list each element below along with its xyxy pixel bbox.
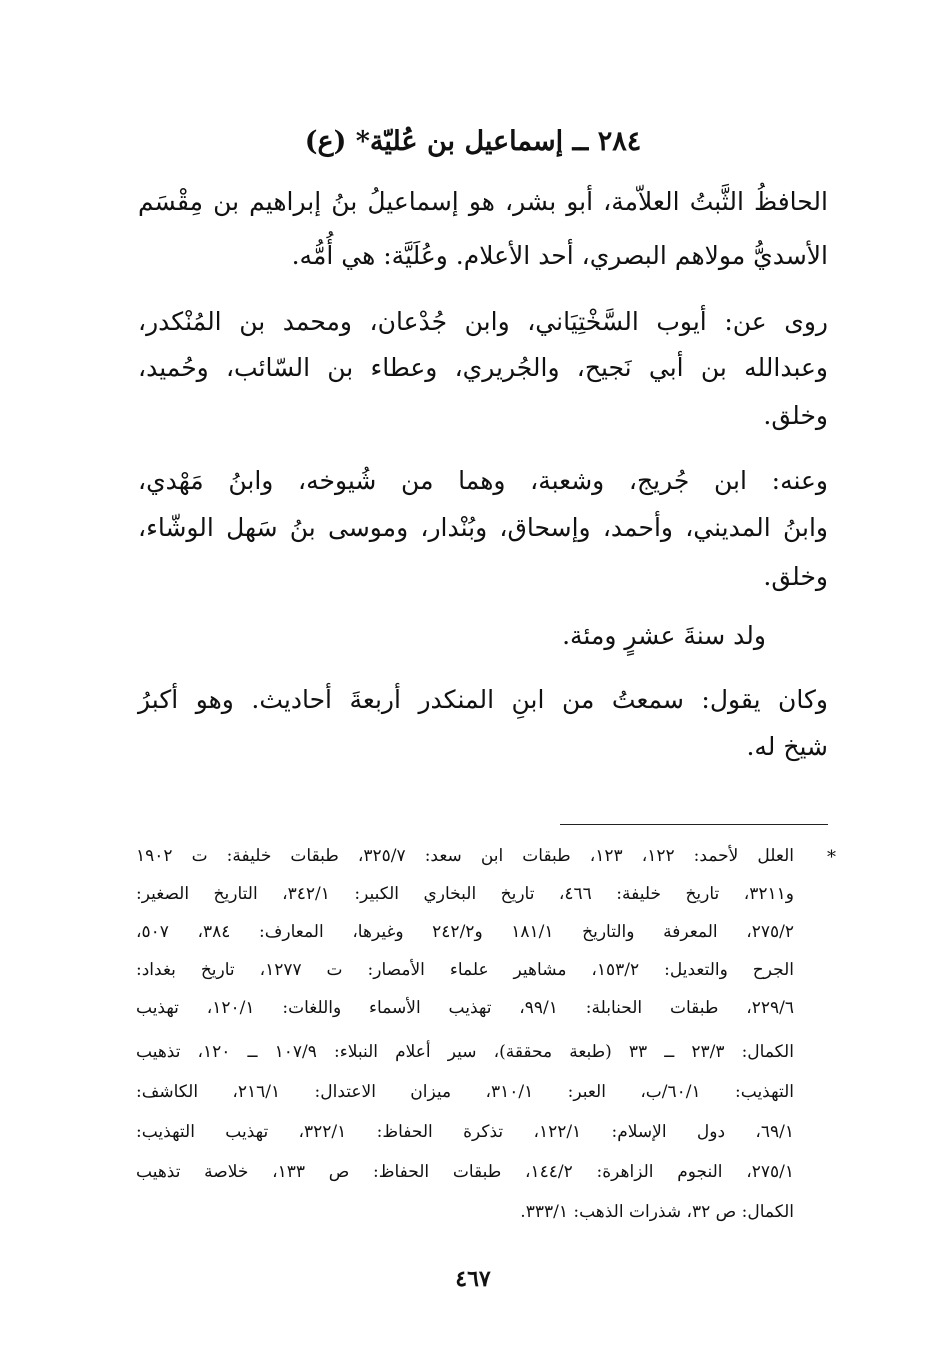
body-line: وكان يقول: سمعتُ من ابنِ المنكدر أربعةَ أحاديث. وهو أكبرُ (138, 685, 829, 714)
footnote-separator (560, 824, 828, 825)
body-line: وابنُ المديني، وأحمد، وإسحاق، وبُنْدار، وموسى بنُ سَهل الوشّاء، (138, 513, 828, 542)
body-line: شيخ له. (746, 732, 828, 761)
body-line: الأسديُّ مولاهم البصري، أحد الأعلام. وعُلَيَّة: هي أُمُّه. (291, 241, 828, 270)
footnote-line: ٢٧٥/١، النجوم الزاهرة: ١٤٤/٢، طبقات الحفاظ: ص ١٣٣، خلاصة تذهيب (136, 1162, 794, 1182)
footnote-line: و٣٢١١، تاريخ خليفة: ٤٦٦، تاريخ البخاري الكبير: ٣٤٢/١، التاريخ الصغير: (136, 884, 794, 904)
footnote-line: الكمال: ص ٣٢، شذرات الذهب: ٣٣٣/١. (520, 1202, 794, 1222)
body-line: وعبدالله بن أبي نَجيح، والجُريري، وعطاء بن السّائب، وحُميد، (138, 353, 828, 382)
body-line: وخلق. (763, 562, 828, 591)
footnote-line: ٦٩/١، دول الإسلام: ١٢٢/١، تذكرة الحفاظ: ٣٢٢/١، تهذيب التهذيب: (136, 1122, 795, 1142)
entry-title: ٢٨٤ ــ إسماعيل بن عُليّة* (ع) (304, 126, 642, 157)
body-line: ولد سنةَ عشرٍ ومئة. (562, 621, 766, 650)
footnote-line: ٢٢٩/٦، طبقات الحنابلة: ٩٩/١، تهذيب الأسماء واللغات: ١٢٠/١، تهذيب (136, 998, 794, 1018)
body-line: روى عن: أيوب السَّخْتِيَاني، وابن جُدْعان، ومحمد بن المُنْكدر، (138, 307, 828, 336)
footnote-line: الكمال: ٢٣/٣ ــ ٣٣ (طبعة محققة)، سير أعلام النبلاء: ١٠٧/٩ ــ ١٢٠، تذهيب (136, 1042, 794, 1062)
footnote-line: التهذيب: ٦٠/١/ب، العبر: ٣١٠/١، ميزان الاعتدال: ٢١٦/١، الكاشف: (136, 1082, 794, 1102)
body-line: وعنه: ابن جُريج، وشعبة، وهما من شُيوخه، وابنُ مَهْدي، (138, 466, 828, 495)
footnote-line: الجرح والتعديل: ١٥٣/٢، مشاهير علماء الأمصار: ت ١٢٧٧، تاريخ بغداد: (136, 960, 794, 980)
page-number: ٤٦٧ (455, 1266, 491, 1292)
footnote-line: العلل لأحمد: ١٢٢، ١٢٣، طبقات ابن سعد: ٣٢٥/٧، طبقات خليفة: ت ١٩٠٢ (136, 846, 795, 866)
body-line: وخلق. (763, 401, 828, 430)
footnote-line: ٢٧٥/٢، المعرفة والتاريخ ١٨١/١ و٢٤٢/٢ وغيرها، المعارف: ٣٨٤، ٥٠٧، (136, 922, 795, 942)
footnote-marker: * (827, 847, 836, 868)
body-line: الحافظُ الثَّبتُ العلاّمة، أبو بشر، هو إسماعيلُ بنُ إبراهيم بن مِقْسَم (138, 187, 828, 216)
